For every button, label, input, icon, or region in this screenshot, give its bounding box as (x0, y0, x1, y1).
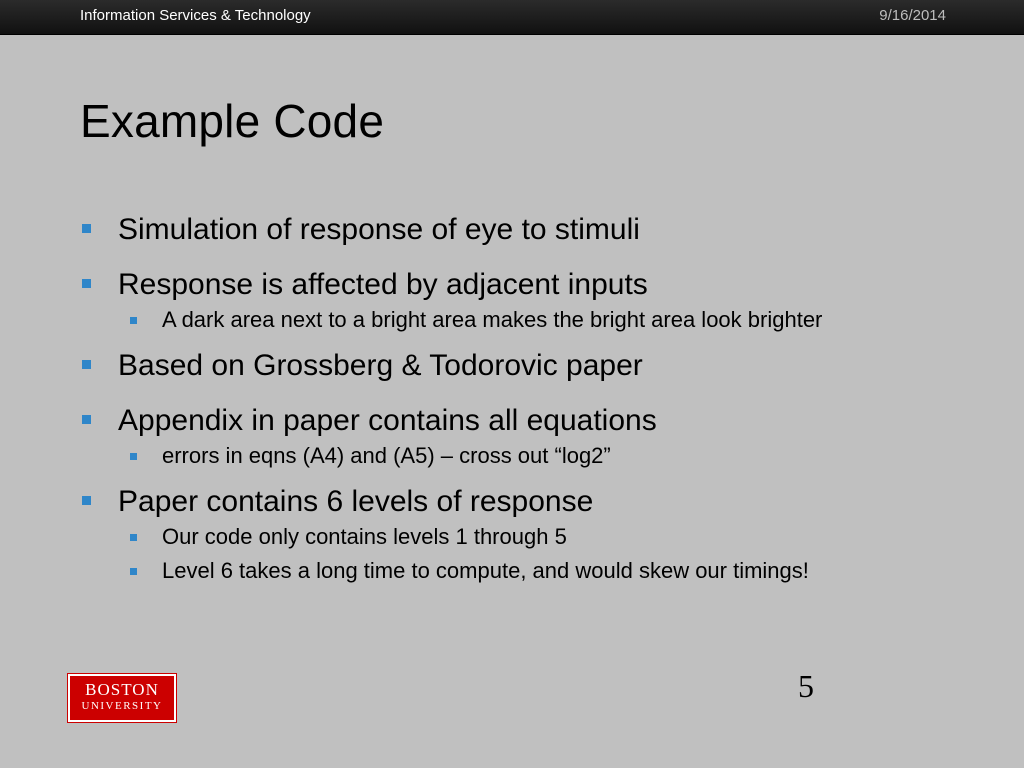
slide-page-number: 5 (798, 668, 814, 704)
square-bullet-icon (130, 534, 137, 541)
bullet-text: Response is affected by adjacent inputs (118, 268, 648, 301)
bullet-item (80, 401, 960, 441)
square-bullet-icon (82, 496, 91, 505)
header-date: 9/16/2014 (879, 7, 946, 24)
logo-line-boston: BOSTON (85, 680, 159, 699)
bullet-text: Simulation of response of eye to stimuli (118, 213, 640, 246)
sub-bullet-item (80, 523, 960, 551)
bullet-item (80, 482, 960, 522)
bullet-item (80, 210, 960, 250)
header-bar (0, 0, 1024, 35)
bullet-text: Based on Grossberg & Todorovic paper (118, 349, 643, 382)
sub-bullet-text: Level 6 takes a long time to compute, and would skew our timings! (162, 558, 809, 583)
square-bullet-icon (82, 279, 91, 288)
boston-university-logo (68, 674, 176, 722)
slide-title: Example Code (80, 95, 385, 147)
sub-bullet-text: errors in eqns (A4) and (A5) – cross out “log2” (162, 443, 611, 468)
bullet-item (80, 346, 960, 386)
sub-bullet-item (80, 306, 960, 334)
bullet-text: Appendix in paper contains all equations (118, 404, 657, 437)
square-bullet-icon (82, 415, 91, 424)
square-bullet-icon (82, 224, 91, 233)
square-bullet-icon (130, 317, 137, 324)
logo-line-university: UNIVERSITY (81, 700, 163, 712)
bullet-item (80, 265, 960, 305)
sub-bullet-item (80, 442, 960, 470)
header-org-name: Information Services & Technology (80, 7, 311, 24)
bullet-text: Paper contains 6 levels of response (118, 485, 594, 518)
square-bullet-icon (130, 453, 137, 460)
sub-bullet-text: A dark area next to a bright area makes the bright area look brighter (162, 307, 823, 332)
bullet-list (80, 210, 960, 597)
sub-bullet-item (80, 557, 960, 585)
sub-bullet-text: Our code only contains levels 1 through 5 (162, 524, 567, 549)
square-bullet-icon (82, 360, 91, 369)
square-bullet-icon (130, 568, 137, 575)
